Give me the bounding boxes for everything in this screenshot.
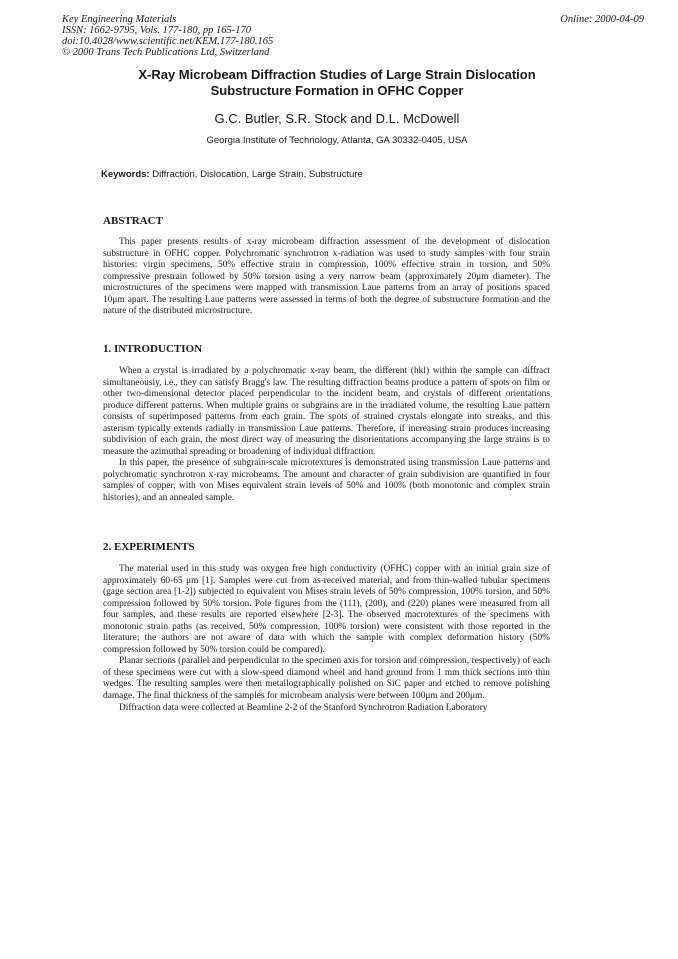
paper-title xyxy=(60,67,614,98)
introduction-paragraph-2: In this paper, the presence of subgrain-scale microtextures is demonstrated using transmission Laue patterns and polychromatic synchrotron x-ray microbeams. The amount and character of grain subdivision are quantified in four samples of copper, with von Mises equivalent strain levels of 50% and 100% (both monotonic and complex strain histories), and an annealed sample. xyxy=(103,458,550,504)
title-line-2: Substructure Formation in OFHC Copper xyxy=(210,82,464,98)
keywords xyxy=(101,169,581,181)
journal-header xyxy=(62,14,273,58)
keywords-text: Diffraction, Dislocation, Large Strain, Substructure xyxy=(149,169,363,180)
introduction-heading: 1. INTRODUCTION xyxy=(103,343,203,355)
affiliation: Georgia Institute of Technology, Atlanta, GA 30332-0405, USA xyxy=(206,135,468,146)
introduction-body xyxy=(103,366,550,505)
experiments-paragraph-1: The material used in this study was oxygen free high conductivity (OFHC) copper with an initial grain size of approximately 60-65 μm [1]. Samples were cut from as-received material, and from thin-walled tubular specimens (gage section area [1-2]) subjected to equivalent von Mises strain levels of 50% compression, 100% torsion, and 50% compression followed by 50% torsion. Pole figures from the (111), (200), and (220) planes were measured from all four samples, and these results are reported elsewhere [2-3]. The observed macrotextures of the specimens with monotonic strain paths (as received, 50% compression, 100% torsion) were consistent with those reported in the literature; the authors are not aware of data with which the sample with complex deformation history (50% compression followed by 50% torsion could be compared). xyxy=(103,564,550,655)
abstract-body xyxy=(103,237,550,318)
experiments-heading: 2. EXPERIMENTS xyxy=(103,541,195,553)
doi-line: doi:10.4028/www.scientific.net/KEM.177-180.165 xyxy=(62,36,274,47)
issn-line: ISSN: 1662-9795, Vols. 177-180, pp 165-170 xyxy=(62,25,251,36)
journal-name: Key Engineering Materials xyxy=(62,14,177,25)
keywords-label: Keywords: xyxy=(101,169,150,180)
title-line-1: X-Ray Microbeam Diffraction Studies of Large Strain Dislocation xyxy=(138,67,536,82)
abstract-heading: ABSTRACT xyxy=(103,215,163,227)
online-date: Online: 2000-04-09 xyxy=(560,14,644,25)
introduction-paragraph-1: When a crystal is irradiated by a polychromatic x-ray beam, the different (hkl) within the sample can diffract simultaneously, i.e., they can satisfy Bragg's law. The resulting diffraction beams produce a pattern of spots on film or other two-dimensional detector placed perpendicular to the incident beam, and crystals of different orientations produce different patterns. When multiple grains or subgrains are in the irradiated volume, the resulting Laue pattern consists of superimposed patterns from each grain. The spots of strained crystals elongate into streaks, and this asterism typically extends radially in transmission Laue patterns. Therefore, if increasing strain produces increasing subdivision of each grain, the most direct way of measuring the disorientations accompanying the large strains is to measure the azimuthal spreading or broadening of individual diffraction. xyxy=(103,366,550,457)
experiments-paragraph-2: Planar sections (parallel and perpendicular to the specimen axis for torsion and compression, respectively) of each of these specimens were cut with a slow-speed diamond wheel and hand ground from 1 mm thick sections into thin wedges. The resulting samples were then metallographically polished on SiC paper and etched to remove polishing damage. The final thickness of the samples for microbeam analysis were between 100μm and 200μm. xyxy=(103,656,550,702)
abstract-paragraph: This paper presents results of x-ray microbeam diffraction assessment of the development of dislocation substructure in OFHC copper. Polychromatic synchrotron x-radiation was used to study samples with four strain histories: virgin specimens, 50% effective strain in compression, 100% effective strain in torsion, and 50% compressive prestrain followed by 50% torsion using a very narrow beam (approximately 20μm diameter). The microstructures of the specimens were mapped with transmission Laue patterns from an array of positions spaced 10μm apart. The resulting Laue patterns were assessed in terms of both the degree of substructure formation and the nature of the distributed microstructure. xyxy=(103,237,550,317)
author-list: G.C. Butler, S.R. Stock and D.L. McDowell xyxy=(214,111,460,126)
copyright-line: © 2000 Trans Tech Publications Ltd, Switzerland xyxy=(62,47,270,58)
experiments-paragraph-3: Diffraction data were collected at Beamline 2-2 of the Stanford Synchrotron Radiation Laboratory xyxy=(119,702,488,713)
experiments-body xyxy=(103,564,550,714)
